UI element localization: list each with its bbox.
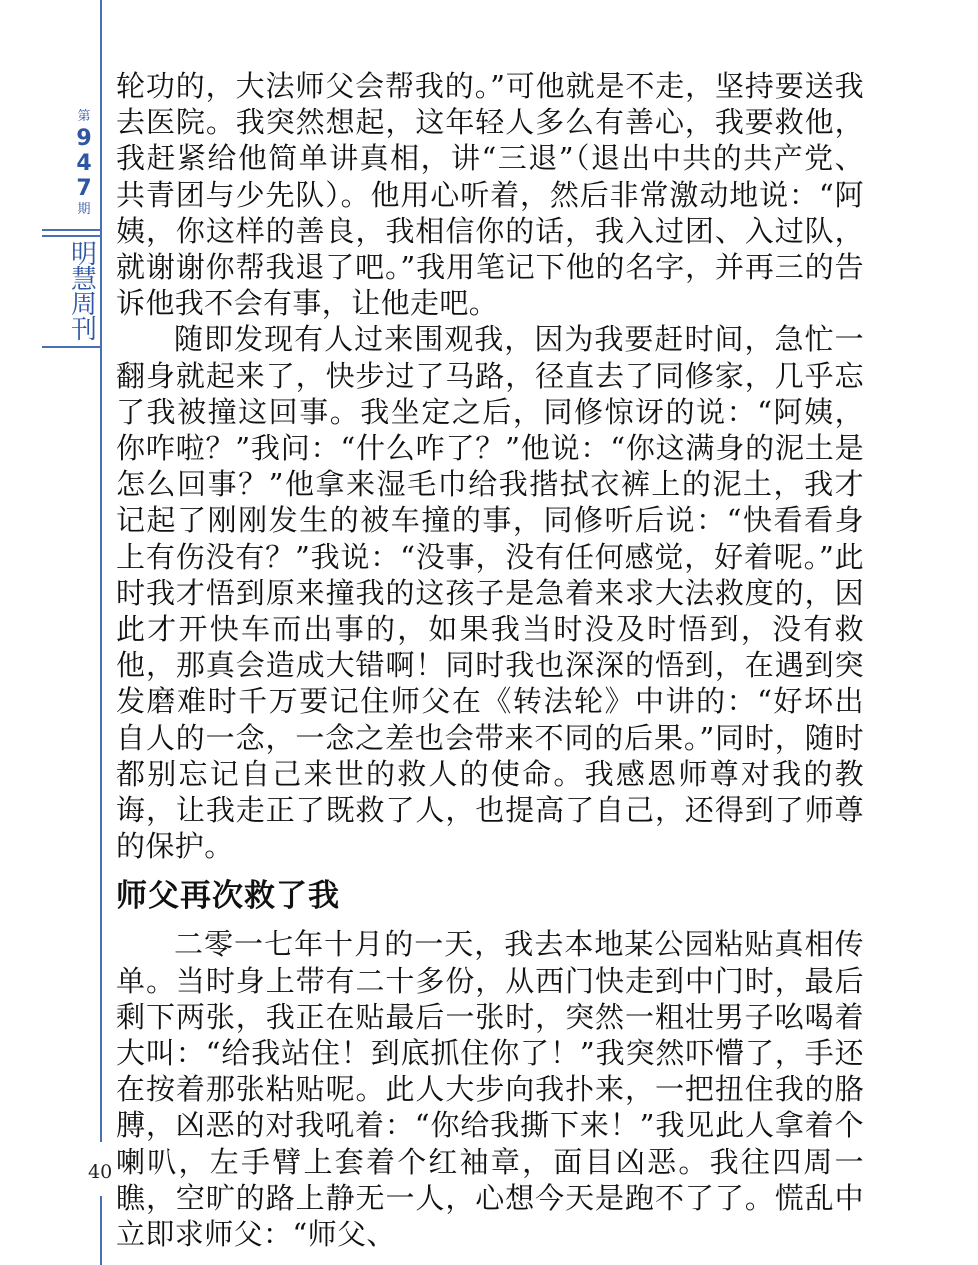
issue-prefix: 第 xyxy=(77,109,91,124)
paragraph: 二零一七年十月的一天，我去本地某公园粘贴真相传单。当时身上带有二十多份，从西门快走到中门时，最后剩下两张，我正在贴最后一张时，突然一粗壮男子吆喝着大叫：“给我站住！到底抓住你了！”我突然吓懵了，手还在按着那张粘贴呢。此人大步向我扑来，一把扭住我的胳膊，凶恶的对我吼着：“你给我撕下来！”我见此人拿着个喇叭，左手臂上套着个红袖章，面目凶恶。我往四周一瞧，空旷的路上静无一人，心想今天是跑不了了。慌乱中立即求师父：“师父、 xyxy=(116,927,864,1252)
sidebar-divider-line-lower xyxy=(100,1196,102,1265)
issue-digit: 4 xyxy=(76,151,92,176)
journal-title-char: 慧 xyxy=(70,265,97,295)
issue-suffix: 期 xyxy=(77,202,91,217)
paragraph: 随即发现有人过来围观我，因为我要赶时间，急忙一翻身就起来了，快步过了马路，径直去了同修家，几乎忘了我被撞这回事。我坐定之后，同修惊讶的说：“阿姨，你咋啦？”我问：“什么咋了？”他说：“你这满身的泥土是怎么回事？”他拿来湿毛巾给我揩拭衣裤上的泥土，我才记起了刚刚发生的被车撞的事，同修听后说：“快看看身上有伤没有？”我说：“没事，没有任何感觉，好着呢。”此时我才悟到原来撞我的这孩子是急着来求大法救度的，因此才开快车而出事的，如果我当时没及时悟到，没有救他，那真会造成大错啊！同时我也深深的悟到，在遇到突发磨难时千万要记住师父在《转法轮》中讲的：“好坏出自人的一念，一念之差也会带来不同的后果。”同时，随时都别忘记自己来世的救人的使命。我感恩师尊对我的教诲，让我走正了既救了人，也提高了自己，还得到了师尊的保护。 xyxy=(116,322,864,864)
issue-digit: 9 xyxy=(76,126,92,151)
sidebar-rule xyxy=(42,229,101,231)
page-number: 40 xyxy=(88,1161,113,1183)
section-heading: 师父再次救了我 xyxy=(116,878,340,915)
sidebar xyxy=(0,0,113,1265)
journal-title-char: 明 xyxy=(70,240,97,270)
paragraph: 轮功的，大法师父会帮我的。”可他就是不走，坚持要送我去医院。我突然想起，这年轻人多么有善心，我要救他，我赶紧给他简单讲真相，讲“三退”（退出中共的共产党、共青团与少先队）。他用心听着，然后非常激动地说：“阿姨，你这样的善良，我相信你的话，我入过团、入过队，就谢谢你帮我退了吧。”我用笔记下他的名字，并再三的告诉他我不会有事，让他走吧。 xyxy=(116,69,864,321)
issue-digit: 7 xyxy=(76,176,92,201)
journal-title xyxy=(66,240,102,345)
sidebar-rule xyxy=(42,235,101,237)
issue-number xyxy=(60,108,108,219)
journal-title-char: 周 xyxy=(70,290,97,320)
article-body xyxy=(116,68,864,1252)
sidebar-rule xyxy=(42,346,101,348)
journal-title-char: 刊 xyxy=(70,315,97,345)
